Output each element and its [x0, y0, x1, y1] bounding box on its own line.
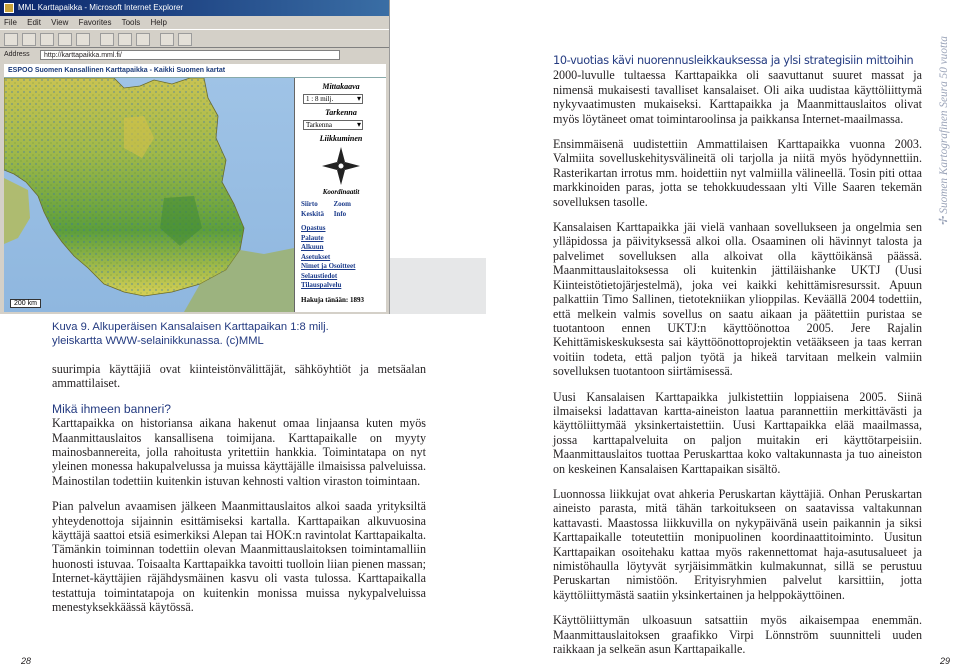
menu-view: View: [51, 18, 69, 27]
left-text-column: [52, 362, 426, 626]
scale-bar: 200 km: [10, 299, 41, 308]
page-number-left: 28: [21, 656, 32, 666]
right-text-column: [553, 54, 922, 666]
right-paragraph-6: Käyttöliittymän ulkoasuun satsattiin myös aikaisempaa enemmän. Maanmittauslaitoksen graafikko Virpi Lönnström suunnitteli uuden raikkaan ja selkeän asun Karttapaikalle.: [553, 613, 922, 657]
back-icon: [4, 33, 18, 46]
finland-map-graphic: [4, 78, 294, 312]
menu-favorites: Favorites: [78, 18, 112, 27]
left-paragraph-2: Karttapaikka on historiansa aikana hakenut omaa linjaansa kuten myös Maanmittauslaitos kansallisena toimijana. Karttapaikalle on myyty mainosbannereita, jolla rahoitusta yritettiin hankkia. Toimintatapa on nyt yleinen monessa hakupalvelussa ja muissa käyttäjälle ilmaisissa palveluissa. Mainostilan todettiin kuitenkin istuvan kehnosti valtion viraston toimintaan.: [52, 416, 426, 488]
map-of-finland: [4, 78, 294, 312]
browser-screenshot: [0, 0, 390, 314]
zoom-select[interactable]: Tarkenna ▾: [303, 120, 363, 130]
browser-toolbar: [0, 29, 390, 48]
menu-tools: Tools: [121, 18, 141, 27]
coordinates-label: Koordinaatit: [322, 188, 360, 196]
compass-rose-icon[interactable]: [321, 146, 361, 186]
window-title: MML Karttapaikka - Microsoft Internet Explorer: [18, 3, 184, 12]
decorative-gray-band: [390, 258, 486, 314]
side-title-label: Suomen Kartografinen Seura 50 vuotta: [938, 36, 950, 214]
running-side-title: [932, 16, 952, 226]
right-paragraph-3: Kansalaisen Karttapaikka jäi vielä vanhaan sovellukseen ja ongelmia sen ylläpidossa ja päivityksessä alkoi olla. Osaaminen oli hävinnyt talosta ja palvelimet sovelluksen alla alkoivat olla käyttöikänsä päässä. Maanmittauslaitoksessa oli kuitenkin jättiläishanke UKTJ (Uusi Kiinteistötietojärjestelmä), joka vei kaikki kehittämisresurssit. Apuun palkattiin Timo Sallinen, tietotekniikan ylioppilas. Keväällä 2004 todettiin, että melkein valmis sovellus on saatu aikaan ja päätettiin puristaa se tuotantoon ennen UKTJ:n käyttöönottoa 2005. Jere Rajalin Kehittämiskeskuksesta sai käyttöönottoprojektin vetääkseen ja taas kerran voitiin todeta, että paljon työtä ja hikeä tarvitaan melkein valmiin sovelluksen tuotantoon siirtämisessä.: [553, 220, 922, 379]
print-icon: [178, 33, 192, 46]
window-title-bar: [0, 0, 390, 16]
favorites-icon: [118, 33, 132, 46]
nav-button-row-2: [301, 210, 381, 219]
search-counter: Hakuja tänään: 1893: [301, 296, 365, 304]
center-button[interactable]: Keskitä: [301, 210, 324, 218]
mail-icon: [160, 33, 174, 46]
right-paragraph-4: Uusi Kansalaisen Karttapaikka julkistettiin loppiaisena 2005. Siinä ilmaiseksi ladattavan kartta-aineiston laatua parannettiin merkittävästi ja käyttöliittymää yksinkertaistettiin. Uusi Karttapaikka elää maailmassa, jossa karttapalveluita on paljon muitakin eri käyttötarpeisiin. Maanmittauslaitos tuottaa Peruskarttaa koko valtakunnasta ja tuo aineiston on keskeinen Kansalaisen Karttapaikan sisältö.: [553, 389, 922, 476]
link-settings[interactable]: Asetukset: [301, 252, 331, 261]
link-help[interactable]: Opastus: [301, 224, 326, 232]
left-subheading: Mikä ihmeen banneri?: [52, 401, 171, 416]
history-icon: [136, 33, 150, 46]
forward-icon: [22, 33, 36, 46]
zoom-button[interactable]: Zoom: [333, 200, 351, 208]
figure-caption: Kuva 9. Alkuperäisen Kansalaisen Karttapaikan 1:8 milj. yleiskartta WWW-selainikkunassa. (c)MML: [52, 321, 329, 347]
scale-section-title: Mittakaava: [322, 82, 360, 91]
zoom-section-title: Tarkenna: [325, 108, 357, 117]
link-feedback[interactable]: Palaute: [301, 233, 324, 242]
left-paragraph-3: Pian palvelun avaamisen jälkeen Maanmittauslaitos alkoi saada yrityksiltä yhteydenottoja sijainnin esittämiseksi kartalla. Karttapaikan alkuvuosina käyttäjä saattoi etsiä esimerkiksi Alepan tai HOK:n ravintolat Karttapaikalta. Tämänkin toiminnan todettiin olevan Maanmittauslaitoksen toimintamalliin huonosti istuvaa. Toisaalta Karttapaikka tavoitti tuolloin liian pienen massan; Internet-käyttäjien räjähdysmäinen kasvu oli vasta tulossa. Karttapaikalla testattuja toimintatapoja on kuitenkin monissa muissa nykypalveluissa menestyksekkäässä käytössä.: [52, 499, 426, 615]
browser-content: [4, 64, 386, 312]
menu-edit: Edit: [27, 18, 41, 27]
address-label: Address: [4, 51, 30, 58]
section-headline: 10-vuotias kävi nuorennusleikkauksessa ja ylsi strategisiin mittoihin: [553, 54, 914, 67]
search-icon: [100, 33, 114, 46]
panel-links: [301, 224, 385, 291]
home-icon: [76, 33, 90, 46]
menu-help: Help: [150, 18, 167, 27]
menu-file: File: [4, 18, 17, 27]
portal-header: ESPOO Suomen Kansallinen Karttapaikka - Kaikki Suomen kartat: [4, 64, 386, 78]
address-bar: [0, 48, 390, 62]
nav-button-row-1: [301, 200, 381, 209]
info-button[interactable]: Info: [333, 210, 347, 218]
right-paragraph-5: Luonnossa liikkujat ovat ahkeria Peruskartan käyttäjiä. Onhan Peruskartan aineisto parasta, mitä tähän tarkoitukseen on saatavissa valtakunnan kattavasti. Maastossa liikkuvilla on nykypäivänä usein paikannin ja siksi Karttapaikalle toteutettiin monipuolinen koordinaattitoiminto. Uusitun Karttapaikan osoitehaku kattaa myös rakennettomat haja-asutusalueet ja nimistöhaulla löytyvät syrjäisimmätkin kulmakunnat, sillä se perustuu Peruskartan nimistöön. Erityisryhmien palvelut karsittiin, jotta käyttöliittymästä saatiin yksinkertainen ja helppokäyttöinen.: [553, 486, 922, 602]
scale-select[interactable]: 1 : 8 milj. ▾: [303, 94, 363, 104]
refresh-icon: [58, 33, 72, 46]
link-names-addresses[interactable]: Nimet ja Osoitteet: [301, 262, 356, 270]
address-field: http://karttapaikka.mml.fi/: [40, 50, 340, 60]
ie-app-icon: [4, 3, 14, 13]
menu-bar: [0, 16, 390, 29]
stop-icon: [40, 33, 54, 46]
map-control-panel: [294, 78, 386, 312]
link-start[interactable]: Alkuun: [301, 243, 324, 251]
right-paragraph-1: 2000-luvulle tultaessa Karttapaikka oli saavuttanut suuret massat ja nimensä mukaisesti tavalliset kansalaiset. Oli aika uudistaa käyttöliittymä nykyvaatimusten mukaiseksi. Karttapaikka ja Maanmittauslaitos olivat myös löytäneet omat toimintaroolinsa ja paikkansa Internet-maailmassa.: [553, 68, 922, 126]
link-order-service[interactable]: Tilauspalvelu: [301, 281, 342, 289]
link-browse-info[interactable]: Selaustiedot: [301, 271, 338, 280]
move-button[interactable]: Siirto: [301, 200, 318, 208]
side-title-text: ✢ Suomen Kartografinen Seura 50 vuotta: [938, 36, 950, 226]
right-paragraph-2: Ensimmäisenä uudistettiin Ammattilaisen Karttapaikka vuonna 2003. Valmiita sovelluskehitysvälineitä oli tarjolla ja niitä myös hyödynnettiin. Rasterikartan irrotus mm. hoidettiin nyt valmiilla välineellä. Tosin piti ottaa markkinoiden paras, jotta se tehokkuudessaan ylti Ville Saaren tekemän sovelluksen tasolle.: [553, 137, 922, 209]
left-paragraph-1: suurimpia käyttäjiä ovat kiinteistönvälittäjät, sähköyhtiöt ja metsäalan ammattilaiset.: [52, 362, 426, 391]
move-section-title: Liikkuminen: [319, 134, 363, 143]
page-number-right: 29: [940, 656, 951, 666]
